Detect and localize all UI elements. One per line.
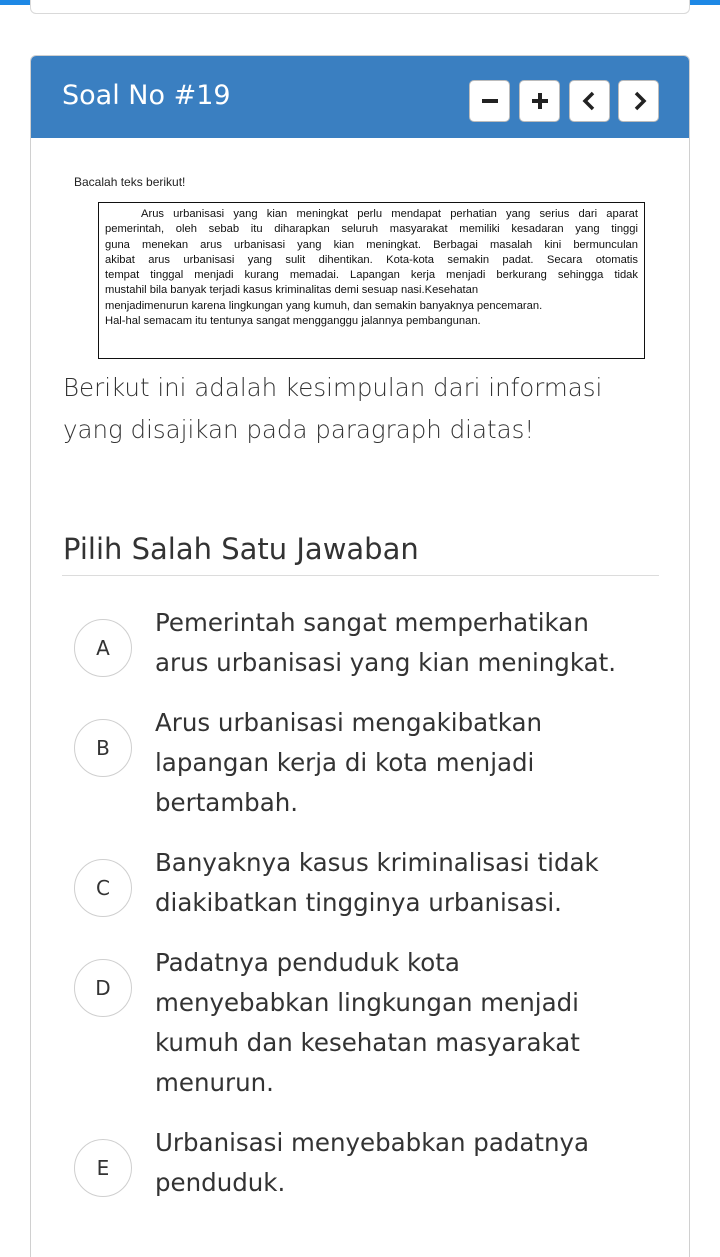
answer-section-title: Pilih Salah Satu Jawaban	[63, 532, 419, 566]
option-letter-circle[interactable]: D	[74, 959, 132, 1017]
option-text[interactable]	[155, 943, 625, 1103]
chevron-right-icon	[628, 90, 650, 112]
option-text-line: bertambah.	[155, 788, 299, 817]
option-text-line: Padatnya penduduk kota	[155, 948, 460, 977]
previous-question-button[interactable]	[569, 80, 610, 122]
option-letter-circle[interactable]: E	[74, 1139, 132, 1197]
option-text-line: diakibatkan tingginya urbanisasi.	[155, 888, 562, 917]
option-text-line: Pemerintah sangat memperhatikan	[155, 608, 589, 637]
option-text-line: Urbanisasi menyebabkan padatnya	[155, 1128, 590, 1157]
increase-font-button[interactable]	[519, 80, 560, 122]
passage-line: pemerintah, oleh sebab itu diharapkan seluruh masyarakat memiliki kesadaran yang tinggi	[105, 223, 638, 236]
passage-line: mustahil bila banyak terjadi kasus kriminalitas demi sesuap nasi.Kesehatan	[105, 284, 479, 297]
option-letter-circle[interactable]: B	[74, 719, 132, 777]
card-header	[31, 56, 689, 138]
passage-line: Hal-hal semacam itu tentunya sangat mengganggu jalannya pembangunan.	[105, 315, 481, 328]
option-text[interactable]	[155, 703, 625, 823]
option-text-line: kumuh dan kesehatan masyarakat	[155, 1028, 580, 1057]
option-text-line: lapangan kerja di kota menjadi	[155, 748, 535, 777]
passage-line: menjadimenurun karena lingkungan yang kumuh, dan semakin banyaknya pencemaran.	[105, 299, 543, 312]
option-letter-circle[interactable]: C	[74, 859, 132, 917]
passage-intro: Bacalah teks berikut!	[74, 175, 186, 189]
option-text-line: arus urbanisasi yang kian meningkat.	[155, 648, 617, 677]
option-text-line: menyebabkan lingkungan menjadi	[155, 988, 579, 1017]
passage-line: Arus urbanisasi yang kian meningkat perlu mendapat perhatian yang serius dari aparat	[141, 208, 638, 220]
option-text[interactable]	[155, 843, 625, 923]
question-number-title: Soal No #19	[62, 80, 231, 111]
option-text-line: Banyaknya kasus kriminalisasi tidak	[155, 848, 599, 877]
chevron-left-icon	[579, 90, 601, 112]
passage-line: guna menekan arus urbanisasi yang kian meningkat. Berbagai masalah kini bermunculan	[105, 238, 638, 251]
minus-icon	[479, 90, 501, 112]
option-text-line: penduduk.	[155, 1168, 286, 1197]
option-text[interactable]	[155, 1123, 625, 1203]
option-text-line: Arus urbanisasi mengakibatkan	[155, 708, 543, 737]
decrease-font-button[interactable]	[469, 80, 510, 122]
section-divider	[62, 575, 659, 576]
option-letter-circle[interactable]: A	[74, 619, 132, 677]
plus-icon	[529, 90, 551, 112]
previous-card-edge	[30, 0, 690, 14]
option-text[interactable]	[155, 603, 625, 683]
question-card	[30, 55, 690, 1257]
passage-line: akibat arus urbanisasi yang sulit dihentikan. Kota-kota semakin padat. Secara otomatis	[105, 253, 638, 266]
reading-passage	[98, 202, 645, 359]
option-text-line: menurun.	[155, 1068, 274, 1097]
passage-line: tempat tinggal menjadi kurang memadai. Lapangan kerja menjadi berkurang sehingga tidak	[105, 269, 638, 282]
question-text: Berikut ini adalah kesimpulan dari informasi yang disajikan pada paragraph diatas!	[63, 373, 603, 444]
next-question-button[interactable]	[618, 80, 659, 122]
